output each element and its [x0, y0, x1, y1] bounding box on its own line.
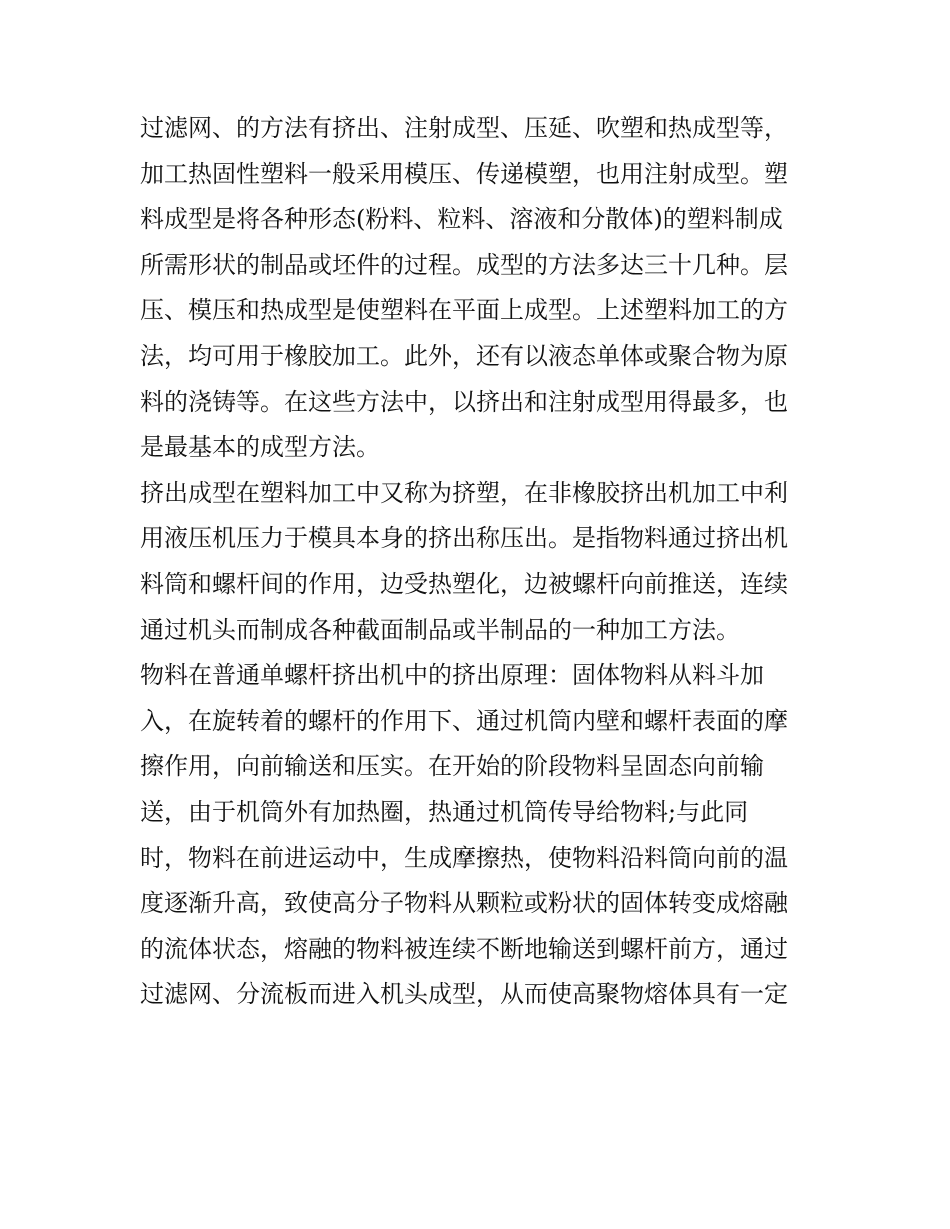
text-line: 时，物料在前进运动中，生成摩擦热，使物料沿料筒向前的温 — [140, 843, 788, 872]
text-line: 压、模压和热成型是使塑料在平面上成型。上述塑料加工的方 — [140, 296, 788, 325]
text-line: 所需形状的制品或坯件的过程。成型的方法多达三十几种。层 — [140, 250, 788, 279]
text-line: 是最基本的成型方法。 — [140, 433, 380, 462]
text-line: 通过机头而制成各种截面制品或半制品的一种加工方法。 — [140, 615, 740, 644]
text-line: 送，由于机筒外有加热圈，热通过机筒传导给物料;与此同 — [140, 797, 749, 826]
text-line: 挤出成型在塑料加工中又称为挤塑，在非橡胶挤出机加工中利 — [140, 478, 788, 507]
text-line: 物料在普通单螺杆挤出机中的挤出原理：固体物料从料斗加 — [140, 661, 764, 690]
text-line: 度逐渐升高，致使高分子物料从颗粒或粉状的固体转变成熔融 — [140, 889, 788, 918]
text-line: 料筒和螺杆间的作用，边受热塑化，边被螺杆向前推送，连续 — [140, 569, 788, 598]
text-line: 加工热固性塑料一般采用模压、传递模塑，也用注射成型。塑 — [140, 159, 788, 188]
body-text — [140, 106, 820, 1018]
text-line: 的流体状态，熔融的物料被连续不断地输送到螺杆前方，通过 — [140, 934, 788, 963]
text-line: 法，均可用于橡胶加工。此外，还有以液态单体或聚合物为原 — [140, 341, 788, 370]
text-line: 入，在旋转着的螺杆的作用下、通过机筒内壁和螺杆表面的摩 — [140, 706, 788, 735]
text-line: 过滤网、的方法有挤出、注射成型、压延、吹塑和热成型等， — [140, 114, 788, 142]
text-line: 过滤网、分流板而进入机头成型，从而使高聚物熔体具有一定 — [140, 980, 788, 1009]
text-line: 料成型是将各种形态(粉料、粒料、溶液和分散体)的塑料制成 — [140, 205, 783, 234]
text-line: 料的浇铸等。在这些方法中，以挤出和注射成型用得最多，也 — [140, 387, 788, 416]
text-line: 用液压机压力于模具本身的挤出称压出。是指物料通过挤出机 — [140, 524, 788, 553]
text-line: 擦作用，向前输送和压实。在开始的阶段物料呈固态向前输 — [140, 752, 764, 781]
